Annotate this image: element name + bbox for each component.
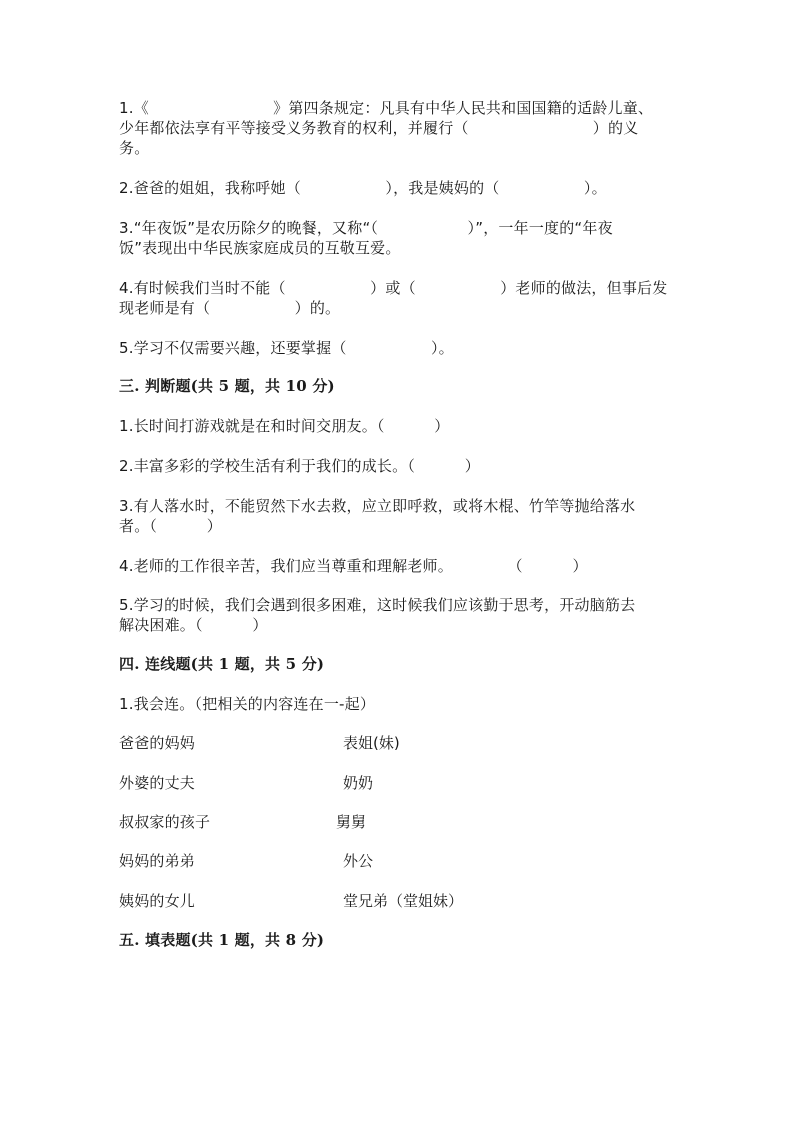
matching-right-item-4: 外公 xyxy=(343,852,374,870)
judge-q4: 4.老师的工作很辛苦，我们应当尊重和理解老师。 （ ） xyxy=(119,557,588,575)
fill-q1-line2: 少年都依法享有平等接受义务教育的权利，并履行（ ）的义 xyxy=(119,119,639,137)
fill-q1-line1: 1.《 》第四条规定：凡具有中华人民共和国国籍的适龄儿童、 xyxy=(119,99,654,117)
matching-right-item-1: 表姐(妹) xyxy=(343,734,400,752)
matching-right-item-2: 奶奶 xyxy=(343,774,374,792)
fill-q1-line3: 务。 xyxy=(119,139,150,157)
matching-right-item-3: 舅舅 xyxy=(336,813,367,831)
matching-left-item-2: 外婆的丈夫 xyxy=(119,774,196,792)
matching-left-item-5: 姨妈的女儿 xyxy=(119,892,196,910)
matching-left-item-3: 叔叔家的孩子 xyxy=(119,813,211,831)
section-matching-heading: 四. 连线题(共 1 题，共 5 分) xyxy=(119,655,325,673)
judge-q3-line2: 者。（ ） xyxy=(119,517,222,535)
judge-q5-line2: 解决困难。（ ） xyxy=(119,616,268,634)
section-table-heading: 五. 填表题(共 1 题，共 8 分) xyxy=(119,931,325,949)
matching-instruction: 1.我会连。（把相关的内容连在一-起） xyxy=(119,695,376,713)
fill-q4-line2: 现老师是有（ ）的。 xyxy=(119,299,341,317)
judge-q3-line1: 3.有人落水时，不能贸然下水去救，应立即呼救，或将木棍、竹竿等抛给落水 xyxy=(119,497,636,515)
matching-right-item-5: 堂兄弟（堂姐妹） xyxy=(343,892,464,910)
judge-q1: 1.长时间打游戏就是在和时间交朋友。（ ） xyxy=(119,417,450,435)
fill-q3-line1: 3.“年夜饭”是农历除夕的晚餐，又称“（ ）”，一年一度的“年夜 xyxy=(119,219,613,237)
section-judge-heading: 三. 判断题(共 5 题，共 10 分) xyxy=(119,377,335,395)
fill-q5: 5.学习不仅需要兴趣，还要掌握（ ）。 xyxy=(119,339,454,357)
matching-left-item-4: 妈妈的弟弟 xyxy=(119,852,196,870)
fill-q4-line1: 4.有时候我们当时不能（ ）或（ ）老师的做法，但事后发 xyxy=(119,279,668,297)
fill-q2: 2.爸爸的姐姐，我称呼她（ ），我是姨妈的（ ）。 xyxy=(119,179,607,197)
matching-left-item-1: 爸爸的妈妈 xyxy=(119,734,196,752)
judge-q2: 2.丰富多彩的学校生活有利于我们的成长。（ ） xyxy=(119,457,480,475)
judge-q5-line1: 5.学习的时候，我们会遇到很多困难，这时候我们应该勤于思考，开动脑筋去 xyxy=(119,596,636,614)
fill-q3-line2: 饭”表现出中华民族家庭成员的互敬互爱。 xyxy=(119,239,401,257)
